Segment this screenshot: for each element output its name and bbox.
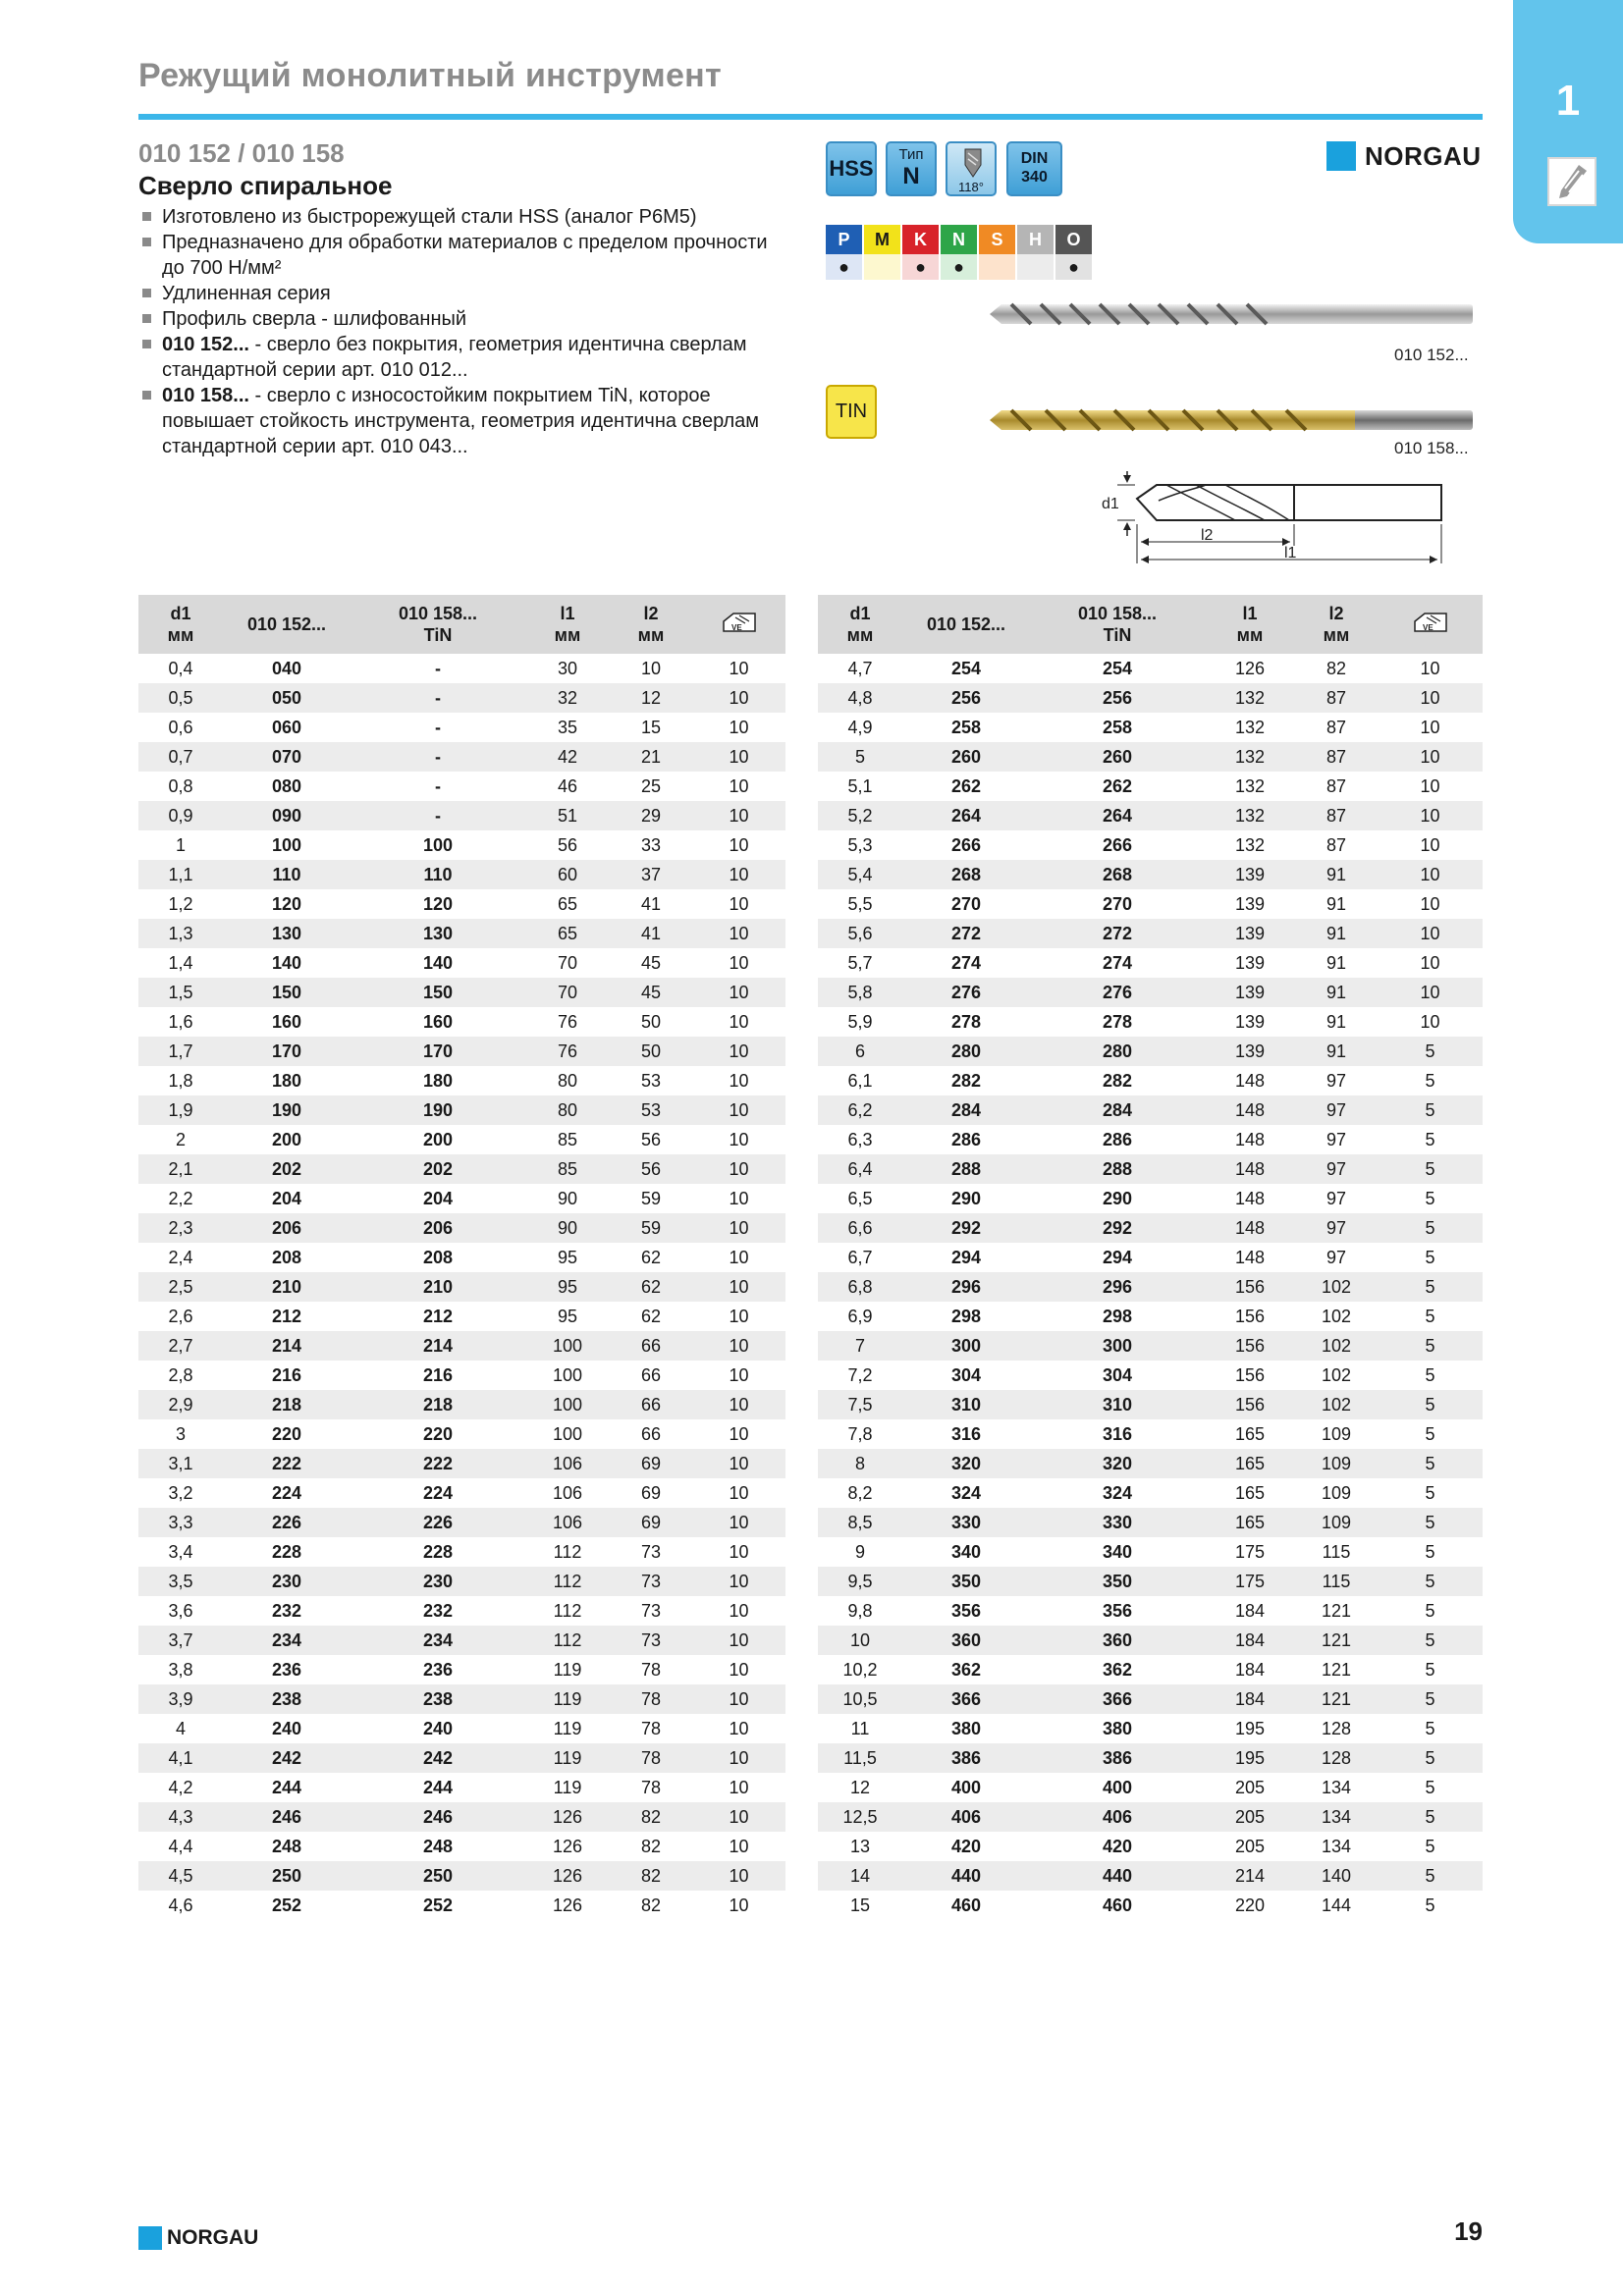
table-row: 0,7 070 - 42 21 10 bbox=[138, 742, 785, 772]
article-numbers: 010 152 / 010 158 bbox=[138, 138, 345, 168]
feature-item: Изготовлено из быстрорежущей стали HSS (аналог Р6М5) bbox=[138, 204, 777, 230]
table-row: 10 360 360 184 121 5 bbox=[818, 1626, 1483, 1655]
feature-item: Предназначено для обработки материалов с пределом прочности до 700 Н/мм² bbox=[138, 230, 777, 281]
drill-uncoated-label: 010 152... bbox=[1394, 346, 1469, 364]
tin-coating-badge: TIN bbox=[826, 385, 877, 439]
table-row: 5,8 276 276 139 91 10 bbox=[818, 978, 1483, 1007]
table-row: 2,1 202 202 85 56 10 bbox=[138, 1154, 785, 1184]
table-row: 5 260 260 132 87 10 bbox=[818, 742, 1483, 772]
table-row: 1,3 130 130 65 41 10 bbox=[138, 919, 785, 948]
table-row: 1,8 180 180 80 53 10 bbox=[168, 1070, 749, 1091]
feature-item: 010 152... - сверло без покрытия, геометрия идентична сверлам стандартной серии арт. 010 012... bbox=[138, 332, 777, 383]
table-row: 1,9 190 190 80 53 10 bbox=[138, 1095, 785, 1125]
table-row: 0,5 050 - 32 12 10 bbox=[138, 683, 785, 713]
table-row: 5,3 266 266 132 87 10 bbox=[847, 834, 1440, 855]
table-row: 4,9 258 258 132 87 10 bbox=[847, 717, 1440, 737]
material-group-k: K ● bbox=[902, 225, 939, 280]
din-badge bbox=[1006, 141, 1062, 196]
point-angle-value: 118° bbox=[958, 180, 984, 194]
table-row: 15 460 460 220 144 5 bbox=[849, 1895, 1435, 1915]
hss-badge: HSS bbox=[826, 141, 877, 196]
table-row: 0,4 040 - 30 10 10 bbox=[168, 658, 749, 678]
package-unit-icon bbox=[1411, 610, 1450, 635]
table-row: 8,5 330 330 165 109 5 bbox=[818, 1508, 1483, 1537]
table-row: 5,5 270 270 139 91 10 bbox=[847, 893, 1440, 914]
spec-table-right bbox=[818, 595, 1483, 1920]
table-row: 1,6 160 160 76 50 10 bbox=[168, 1011, 749, 1032]
table-row: 10,5 366 366 184 121 5 bbox=[818, 1684, 1483, 1714]
type-badge bbox=[886, 141, 937, 196]
col-art-010158: 010 158... TiN bbox=[1030, 595, 1205, 654]
product-name: Сверло спиральное bbox=[138, 171, 393, 200]
table-header-row bbox=[138, 595, 785, 654]
table-row: 3,2 224 224 106 69 10 bbox=[168, 1482, 749, 1503]
table-row: 4,7 254 254 126 82 10 bbox=[847, 658, 1440, 678]
table-row: 11 380 380 195 128 5 bbox=[850, 1718, 1435, 1738]
type-value: N bbox=[902, 163, 920, 189]
table-row: 3,7 234 234 112 73 10 bbox=[138, 1626, 785, 1655]
table-row: 3,9 238 238 119 78 10 bbox=[138, 1684, 785, 1714]
table-row: 1,5 150 150 70 45 10 bbox=[138, 978, 785, 1007]
table-row: 4,2 244 244 119 78 10 bbox=[168, 1777, 749, 1797]
table-row: 1,4 140 140 70 45 10 bbox=[168, 952, 749, 973]
brand-logo-text: NORGAU bbox=[1365, 141, 1482, 171]
table-row: 5,1 262 262 132 87 10 bbox=[847, 775, 1440, 796]
drill-tin-label: 010 158... bbox=[1394, 439, 1469, 457]
table-row: 3,5 230 230 112 73 10 bbox=[138, 1567, 785, 1596]
table-row: 2,3 206 206 90 59 10 bbox=[138, 1213, 785, 1243]
table-row: 4,1 242 242 119 78 10 bbox=[138, 1743, 785, 1773]
col-l2: l2 мм bbox=[1295, 595, 1378, 654]
material-group-s: S bbox=[979, 225, 1015, 280]
table-row: 8,2 324 324 165 109 5 bbox=[847, 1482, 1435, 1503]
material-group-m: M bbox=[864, 225, 900, 280]
table-row: 9,5 350 350 175 115 5 bbox=[818, 1567, 1483, 1596]
table-row: 0,8 080 - 46 25 10 bbox=[168, 775, 749, 796]
table-row: 12,5 406 406 205 134 5 bbox=[818, 1802, 1483, 1832]
chapter-tab-number: 1 bbox=[1555, 77, 1581, 125]
table-row: 8 320 320 165 109 5 bbox=[818, 1449, 1483, 1478]
table-row: 2,8 216 216 100 66 10 bbox=[168, 1364, 749, 1385]
table-row: 6,5 290 290 148 97 5 bbox=[847, 1188, 1435, 1208]
col-pack bbox=[1378, 595, 1483, 654]
col-art-010152: 010 152... bbox=[223, 595, 351, 654]
material-group-n: N ● bbox=[941, 225, 977, 280]
dim-l1-label: l1 bbox=[1284, 545, 1297, 561]
table-row: 11,5 386 386 195 128 5 bbox=[818, 1743, 1483, 1773]
table-row: 7,8 316 316 165 109 5 bbox=[847, 1423, 1435, 1444]
din-value: 340 bbox=[1021, 169, 1048, 186]
material-group-h: H bbox=[1017, 225, 1054, 280]
table-row: 0,6 060 - 35 15 10 bbox=[168, 717, 749, 737]
table-row: 6,9 298 298 156 102 5 bbox=[847, 1306, 1435, 1326]
table-row: 4,3 246 246 126 82 10 bbox=[138, 1802, 785, 1832]
material-group-p: P ● bbox=[826, 225, 862, 280]
table-row: 2,4 208 208 95 62 10 bbox=[168, 1247, 749, 1267]
drill-tin-image bbox=[982, 400, 1483, 440]
table-row: 0,9 090 - 51 29 10 bbox=[138, 801, 785, 830]
col-d1: d1 мм bbox=[138, 595, 223, 654]
table-row: 6,2 284 284 148 97 5 bbox=[818, 1095, 1483, 1125]
table-row: 6,7 294 294 148 97 5 bbox=[847, 1247, 1435, 1267]
table-row: 7,2 304 304 156 102 5 bbox=[847, 1364, 1435, 1385]
footer-logo-square bbox=[138, 2226, 162, 2250]
table-row: 13 420 420 205 134 5 bbox=[849, 1836, 1435, 1856]
table-row: 1,7 170 170 76 50 10 bbox=[138, 1037, 785, 1066]
page-number: 19 bbox=[1454, 2216, 1483, 2246]
col-l1: l1 мм bbox=[1205, 595, 1295, 654]
table-row: 5,4 268 268 139 91 10 bbox=[818, 860, 1483, 889]
col-art-010158: 010 158... TiN bbox=[351, 595, 525, 654]
table-row: 2,6 212 212 95 62 10 bbox=[168, 1306, 749, 1326]
table-row: 6,3 286 286 148 97 5 bbox=[847, 1129, 1435, 1149]
table-row: 10,2 362 362 184 121 5 bbox=[842, 1659, 1435, 1680]
table-row: 6,6 292 292 148 97 5 bbox=[818, 1213, 1483, 1243]
dim-l2-label: l2 bbox=[1201, 527, 1214, 544]
table-row: 1 100 100 56 33 10 bbox=[175, 834, 749, 855]
table-row: 6,8 296 296 156 102 5 bbox=[818, 1272, 1483, 1302]
table-header-row bbox=[818, 595, 1483, 654]
col-l2: l2 мм bbox=[610, 595, 692, 654]
table-row: 3,8 236 236 119 78 10 bbox=[168, 1659, 749, 1680]
table-row: 4,4 248 248 126 82 10 bbox=[168, 1836, 749, 1856]
table-row: 1,1 110 110 60 37 10 bbox=[138, 860, 785, 889]
drill-dimension-drawing bbox=[1088, 461, 1451, 569]
drill-point-icon bbox=[959, 147, 987, 179]
table-row: 6 280 280 139 91 5 bbox=[818, 1037, 1483, 1066]
drill-bit-icon bbox=[1547, 157, 1596, 206]
table-row: 5,6 272 272 139 91 10 bbox=[818, 919, 1483, 948]
drill-uncoated-image bbox=[982, 294, 1483, 334]
dim-d1-label: d1 bbox=[1102, 496, 1119, 512]
din-label: DIN bbox=[1020, 150, 1049, 167]
table-row: 5,2 264 264 132 87 10 bbox=[818, 801, 1483, 830]
table-row: 5,9 278 278 139 91 10 bbox=[847, 1011, 1440, 1032]
table-row: 9 340 340 175 115 5 bbox=[854, 1541, 1435, 1562]
col-pack bbox=[692, 595, 785, 654]
table-row: 4,8 256 256 132 87 10 bbox=[818, 683, 1483, 713]
table-row: 2,7 214 214 100 66 10 bbox=[138, 1331, 785, 1361]
table-row: 9,8 356 356 184 121 5 bbox=[847, 1600, 1435, 1621]
package-unit-icon bbox=[720, 610, 759, 635]
svg-text:VE: VE bbox=[1422, 622, 1434, 632]
table-row: 5,7 274 274 139 91 10 bbox=[847, 952, 1440, 973]
col-art-010152: 010 152... bbox=[902, 595, 1030, 654]
table-row: 2,5 210 210 95 62 10 bbox=[138, 1272, 785, 1302]
feature-list bbox=[138, 204, 777, 459]
section-title: Режущий монолитный инструмент bbox=[138, 57, 722, 94]
table-row: 3,3 226 226 106 69 10 bbox=[138, 1508, 785, 1537]
table-row: 3,6 232 232 112 73 10 bbox=[168, 1600, 749, 1621]
table-row: 3 220 220 100 66 10 bbox=[175, 1423, 749, 1444]
point-angle-badge bbox=[946, 141, 997, 196]
table-row: 4,6 252 252 126 82 10 bbox=[168, 1895, 749, 1915]
table-row: 6,4 288 288 148 97 5 bbox=[818, 1154, 1483, 1184]
table-row: 14 440 440 214 140 5 bbox=[818, 1861, 1483, 1891]
feature-item: 010 158... - сверло с износостойким покрытием TiN, которое повышает стойкость инструмента, геометрия идентична сверлам стандартной серии арт. 010 043... bbox=[138, 383, 777, 459]
svg-text:VE: VE bbox=[730, 622, 742, 632]
table-row: 2,9 218 218 100 66 10 bbox=[138, 1390, 785, 1419]
table-row: 6,1 282 282 148 97 5 bbox=[847, 1070, 1435, 1091]
table-row: 2,2 204 204 90 59 10 bbox=[168, 1188, 749, 1208]
table-row: 3,1 222 222 106 69 10 bbox=[138, 1449, 785, 1478]
spec-table-left bbox=[138, 595, 785, 1920]
col-d1: d1 мм bbox=[818, 595, 902, 654]
brand-logo-square bbox=[1326, 141, 1356, 171]
title-rule bbox=[138, 114, 1483, 120]
table-row: 12 400 400 205 134 5 bbox=[849, 1777, 1435, 1797]
feature-item: Удлиненная серия bbox=[138, 281, 777, 306]
feature-item: Профиль сверла - шлифованный bbox=[138, 306, 777, 332]
type-label: Тип bbox=[898, 146, 924, 163]
col-l1: l1 мм bbox=[525, 595, 610, 654]
table-row: 7 300 300 156 102 5 bbox=[818, 1331, 1483, 1361]
table-row: 2 200 200 85 56 10 bbox=[175, 1129, 749, 1149]
material-group-o: O ● bbox=[1055, 225, 1092, 280]
table-row: 1,2 120 120 65 41 10 bbox=[168, 893, 749, 914]
footer-logo-text: NORGAU bbox=[167, 2226, 259, 2249]
table-row: 4,5 250 250 126 82 10 bbox=[138, 1861, 785, 1891]
table-row: 4 240 240 119 78 10 bbox=[175, 1718, 749, 1738]
table-row: 3,4 228 228 112 73 10 bbox=[168, 1541, 749, 1562]
table-row: 7,5 310 310 156 102 5 bbox=[818, 1390, 1483, 1419]
